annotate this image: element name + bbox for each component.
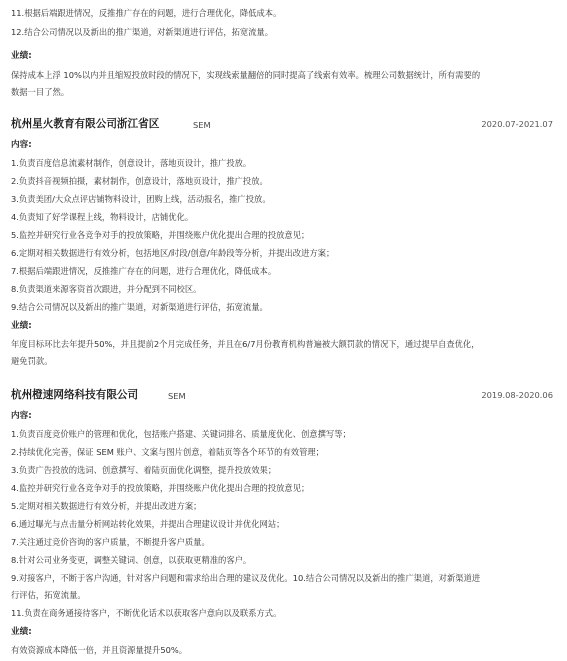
list-item: 11.根据后端跟进情况，反推推广存在的问题，进行合理优化，降低成本。: [11, 8, 282, 18]
job-period: 2020.07-2021.07: [481, 119, 553, 129]
content-label: 内容:: [11, 411, 32, 421]
list-item: 8.针对公司业务变更，调整关键词、创意，以获取更精准的客户。: [11, 555, 252, 565]
list-item: 3.负责广告投放的选词、创意撰写、着陆页面优化调整，提升投放效果；: [11, 465, 277, 475]
result-label: 业绩:: [11, 627, 32, 637]
list-item: 9.对接客户，不断于客户沟通，针对客户问题和需求给出合理的建议及优化。10.结合公司情况以及新出的推广渠道，对新渠道进: [11, 573, 481, 583]
result-text: 保持成本上浮 10%以内并且缩短投放时段的情况下，实现线索量翻倍的同时提高了线索有效率。梳理公司数据统计，所有需要的: [11, 70, 481, 80]
list-item: 2.负责抖音视频拍摄，素材制作，创意设计，落地页设计，推广投放。: [11, 176, 268, 186]
list-item: 11.负责在商务通接待客户，不断优化话术以获取客户意向以及联系方式。: [11, 608, 282, 618]
list-item: 4.监控并研究行业各竞争对手的投放策略，并围绕账户优化提出合理的投放意见；: [11, 483, 310, 493]
list-item: 5.定期对相关数据进行有效分析，并提出改进方案；: [11, 501, 202, 511]
company-name: 杭州星火教育有限公司浙江省区: [11, 118, 160, 130]
result-text: 避免罚款。: [11, 356, 53, 366]
list-item: 1.负责百度信息流素材制作，创意设计，落地页设计，推广投放。: [11, 158, 252, 168]
company-name: 杭州橙速网络科技有限公司: [11, 389, 139, 401]
result-text: 年度目标环比去年提升50%，并且提前2个月完成任务，并且在6/7月份教育机构普遍被大额罚款的情况下，通过提早自查优化，: [11, 339, 480, 349]
job-period: 2019.08-2020.06: [481, 390, 553, 400]
list-item: 3.负责美团/大众点评店铺物料设计，团购上线，活动报名，推广投放。: [11, 194, 271, 204]
result-label: 业绩:: [11, 321, 32, 331]
list-item: 12.结合公司情况以及新出的推广渠道，对新渠道进行评估，拓宽流量。: [11, 27, 274, 37]
job-header: [11, 387, 553, 403]
list-item: 6.定期对相关数据进行有效分析，包括地区/时段/创意/年龄段等分析，并提出改进方案；: [11, 248, 335, 258]
result-label: 业绩:: [11, 51, 32, 61]
list-item: 1.负责百度竞价账户的管理和优化，包括账户搭建、关键词排名、质量度优化、创意撰写等；: [11, 429, 351, 439]
result-text: 数据一目了然。: [11, 87, 70, 97]
list-item: 5.监控并研究行业各竞争对手的投放策略，并围绕账户优化提出合理的投放意见；: [11, 230, 310, 240]
job-header: [11, 116, 553, 132]
list-item: 6.通过曝光与点击量分析网站转化效果，并提出合理建议设计并优化网站；: [11, 519, 285, 529]
list-item: 行评估，拓宽流量。: [11, 590, 86, 600]
content-label: 内容:: [11, 140, 32, 150]
list-item: 4.负责知了好学课程上线，物料设计，店铺优化。: [11, 212, 194, 222]
job-role: SEM: [168, 391, 186, 401]
list-item: 9.结合公司情况以及新出的推广渠道，对新渠道进行评估，拓宽流量。: [11, 302, 268, 312]
job-role: SEM: [193, 120, 211, 130]
list-item: 8.负责渠道来源客资首次跟进，并分配到不同校区。: [11, 284, 202, 294]
list-item: 7.根据后端跟进情况，反推推广存在的问题，进行合理优化，降低成本。: [11, 266, 277, 276]
list-item: 2.持续优化完善，保证 SEM 账户、文案与图片创意，着陆页等各个环节的有效管理；: [11, 447, 324, 457]
result-text: 有效资源成本降低一倍，并且资源量提升50%。: [11, 645, 188, 655]
list-item: 7.关注通过竞价咨询的客户质量，不断提升客户质量。: [11, 537, 210, 547]
